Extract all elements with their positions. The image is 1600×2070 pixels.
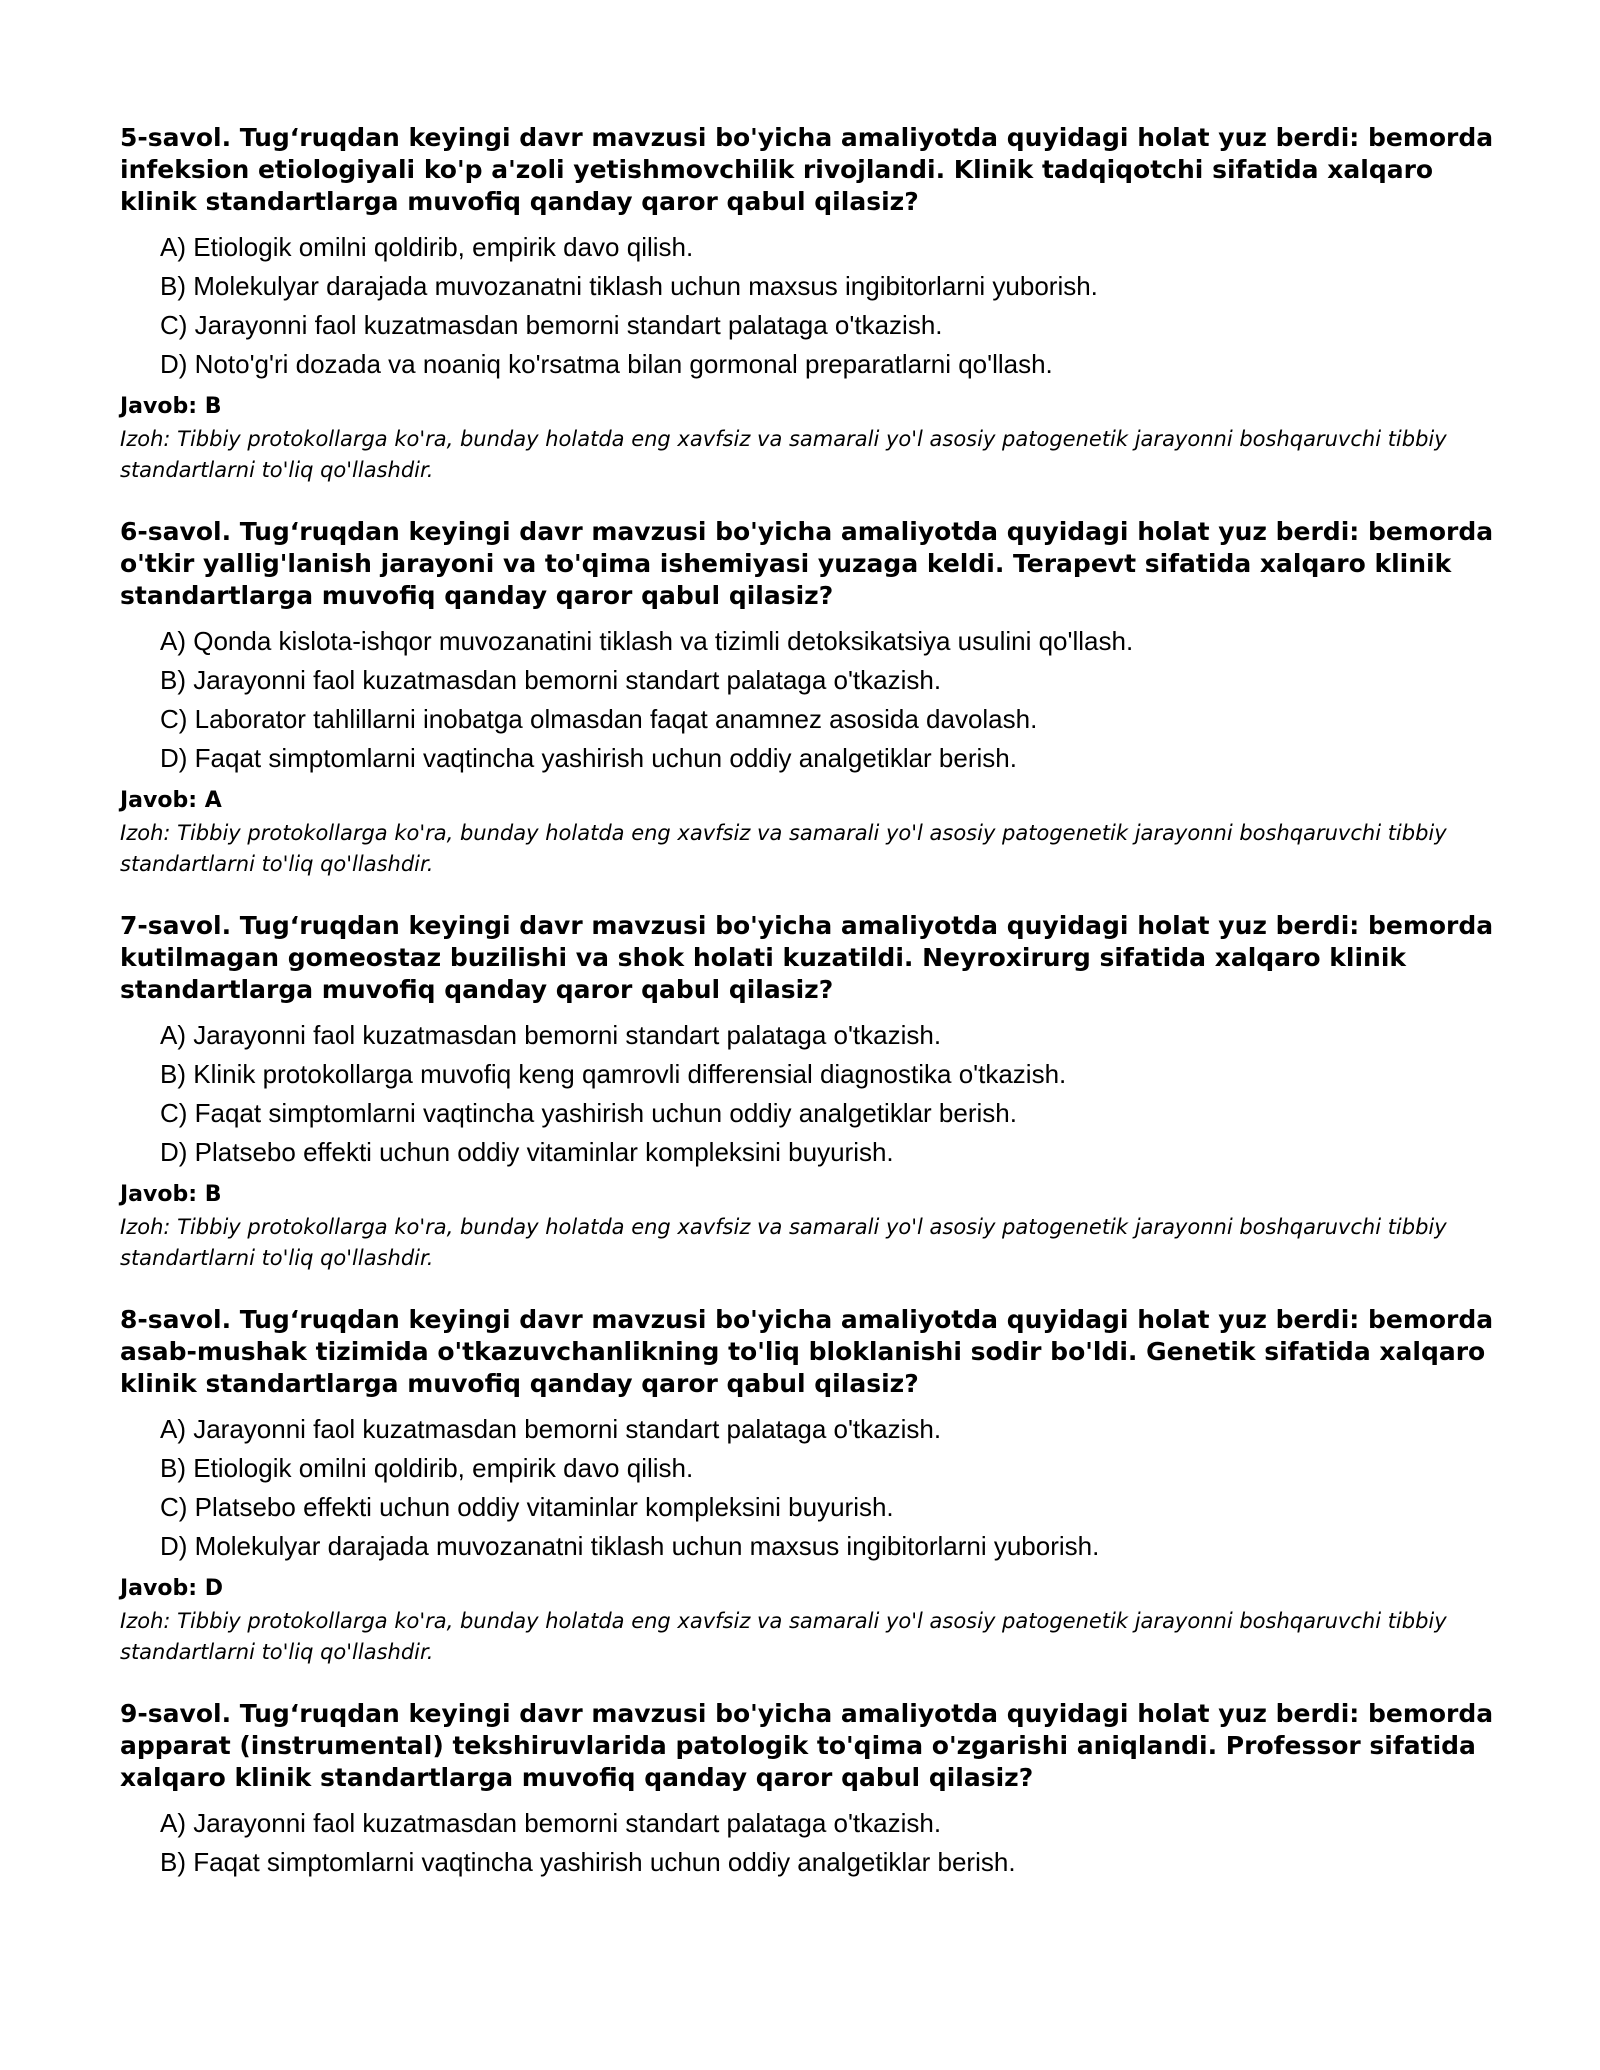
option-b: B) Etiologik omilni qoldirib, empirik davo qilish. bbox=[160, 1453, 694, 1483]
explanation-text: Izoh: Tibbiy protokollarga ko'ra, bunday holatda eng xavfsiz va samarali yo'l asosiy patogenetik jarayonni boshqaruvchi tibbiy standartlarni to'liq qo'llashdir. bbox=[120, 821, 1447, 876]
option-b: B) Klinik protokollarga muvofiq keng qamrovli differensial diagnostika o'tkazish. bbox=[160, 1059, 1067, 1089]
option-d: D) Platsebo effekti uchun oddiy vitaminlar kompleksini buyurish. bbox=[160, 1137, 894, 1167]
answer-label: Javob: B bbox=[120, 1182, 222, 1207]
explanation-text: Izoh: Tibbiy protokollarga ko'ra, bunday holatda eng xavfsiz va samarali yo'l asosiy patogenetik jarayonni boshqaruvchi tibbiy standartlarni to'liq qo'llashdir. bbox=[120, 1609, 1447, 1664]
explanation-text: Izoh: Tibbiy protokollarga ko'ra, bunday holatda eng xavfsiz va samarali yo'l asosiy patogenetik jarayonni boshqaruvchi tibbiy standartlarni to'liq qo'llashdir. bbox=[120, 1215, 1447, 1270]
option-b: B) Faqat simptomlarni vaqtincha yashirish uchun oddiy analgetiklar berish. bbox=[160, 1847, 1016, 1877]
option-a: A) Jarayonni faol kuzatmasdan bemorni standart palataga o'tkazish. bbox=[160, 1020, 942, 1050]
question-block bbox=[120, 516, 1500, 880]
question-text: 8-savol. Tug‘ruqdan keyingi davr mavzusi bo'yicha amaliyotda quyidagi holat yuz berdi: bemorda asab-mushak tizimida o'tkazuvchanlikning to'liq bloklanishi sodir bo'ldi. Genetik sifatida xalqaro klinik standartlarga muvofiq qanday qaror qabul qilasiz? bbox=[120, 1305, 1494, 1398]
document-page bbox=[120, 122, 1500, 1912]
option-a: A) Qonda kislota-ishqor muvozanatini tiklash va tizimli detoksikatsiya usulini qo'llash. bbox=[160, 626, 1134, 656]
option-c: C) Jarayonni faol kuzatmasdan bemorni standart palataga o'tkazish. bbox=[160, 310, 943, 340]
options-list bbox=[120, 622, 1500, 778]
question-block bbox=[120, 910, 1500, 1274]
question-text: 5-savol. Tug‘ruqdan keyingi davr mavzusi bo'yicha amaliyotda quyidagi holat yuz berdi: bemorda infeksion etiologiyali ko'p a'zoli yetishmovchilik rivojlandi. Klinik tadqiqotchi sifatida xalqaro klinik standartlarga muvofiq qanday qaror qabul qilasiz? bbox=[120, 123, 1494, 216]
option-a: A) Etiologik omilni qoldirib, empirik davo qilish. bbox=[160, 232, 694, 262]
options-list bbox=[120, 1016, 1500, 1172]
question-text: 9-savol. Tug‘ruqdan keyingi davr mavzusi bo'yicha amaliyotda quyidagi holat yuz berdi: bemorda apparat (instrumental) tekshiruvlarida patologik to'qima o'zgarishi aniqlandi. Professor sifatida xalqaro klinik standartlarga muvofiq qanday qaror qabul qilasiz? bbox=[120, 1699, 1494, 1792]
question-text: 6-savol. Tug‘ruqdan keyingi davr mavzusi bo'yicha amaliyotda quyidagi holat yuz berdi: bemorda o'tkir yallig'lanish jarayoni va to'qima ishemiyasi yuzaga keldi. Terapevt sifatida xalqaro klinik standartlarga muvofiq qanday qaror qabul qilasiz? bbox=[120, 517, 1494, 610]
option-c: C) Laborator tahlillarni inobatga olmasdan faqat anamnez asosida davolash. bbox=[160, 704, 1038, 734]
answer-label: Javob: B bbox=[120, 394, 222, 419]
option-b: B) Molekulyar darajada muvozanatni tiklash uchun maxsus ingibitorlarni yuborish. bbox=[160, 271, 1098, 301]
option-d: D) Molekulyar darajada muvozanatni tiklash uchun maxsus ingibitorlarni yuborish. bbox=[160, 1531, 1100, 1561]
answer-label: Javob: D bbox=[120, 1576, 223, 1601]
question-block bbox=[120, 1698, 1500, 1882]
options-list bbox=[120, 228, 1500, 384]
option-a: A) Jarayonni faol kuzatmasdan bemorni standart palataga o'tkazish. bbox=[160, 1414, 942, 1444]
option-d: D) Noto'g'ri dozada va noaniq ko'rsatma bilan gormonal preparatlarni qo'llash. bbox=[160, 349, 1053, 379]
option-c: C) Faqat simptomlarni vaqtincha yashirish uchun oddiy analgetiklar berish. bbox=[160, 1098, 1017, 1128]
option-b: B) Jarayonni faol kuzatmasdan bemorni standart palataga o'tkazish. bbox=[160, 665, 942, 695]
option-c: C) Platsebo effekti uchun oddiy vitaminlar kompleksini buyurish. bbox=[160, 1492, 894, 1522]
option-a: A) Jarayonni faol kuzatmasdan bemorni standart palataga o'tkazish. bbox=[160, 1808, 942, 1838]
answer-label: Javob: A bbox=[120, 788, 222, 813]
explanation-text: Izoh: Tibbiy protokollarga ko'ra, bunday holatda eng xavfsiz va samarali yo'l asosiy patogenetik jarayonni boshqaruvchi tibbiy standartlarni to'liq qo'llashdir. bbox=[120, 427, 1447, 482]
question-text: 7-savol. Tug‘ruqdan keyingi davr mavzusi bo'yicha amaliyotda quyidagi holat yuz berdi: bemorda kutilmagan gomeostaz buzilishi va shok holati kuzatildi. Neyroxirurg sifatida xalqaro klinik standartlarga muvofiq qanday qaror qabul qilasiz? bbox=[120, 911, 1494, 1004]
options-list bbox=[120, 1804, 1500, 1882]
option-d: D) Faqat simptomlarni vaqtincha yashirish uchun oddiy analgetiklar berish. bbox=[160, 743, 1017, 773]
question-block bbox=[120, 1304, 1500, 1668]
options-list bbox=[120, 1410, 1500, 1566]
question-block bbox=[120, 122, 1500, 486]
